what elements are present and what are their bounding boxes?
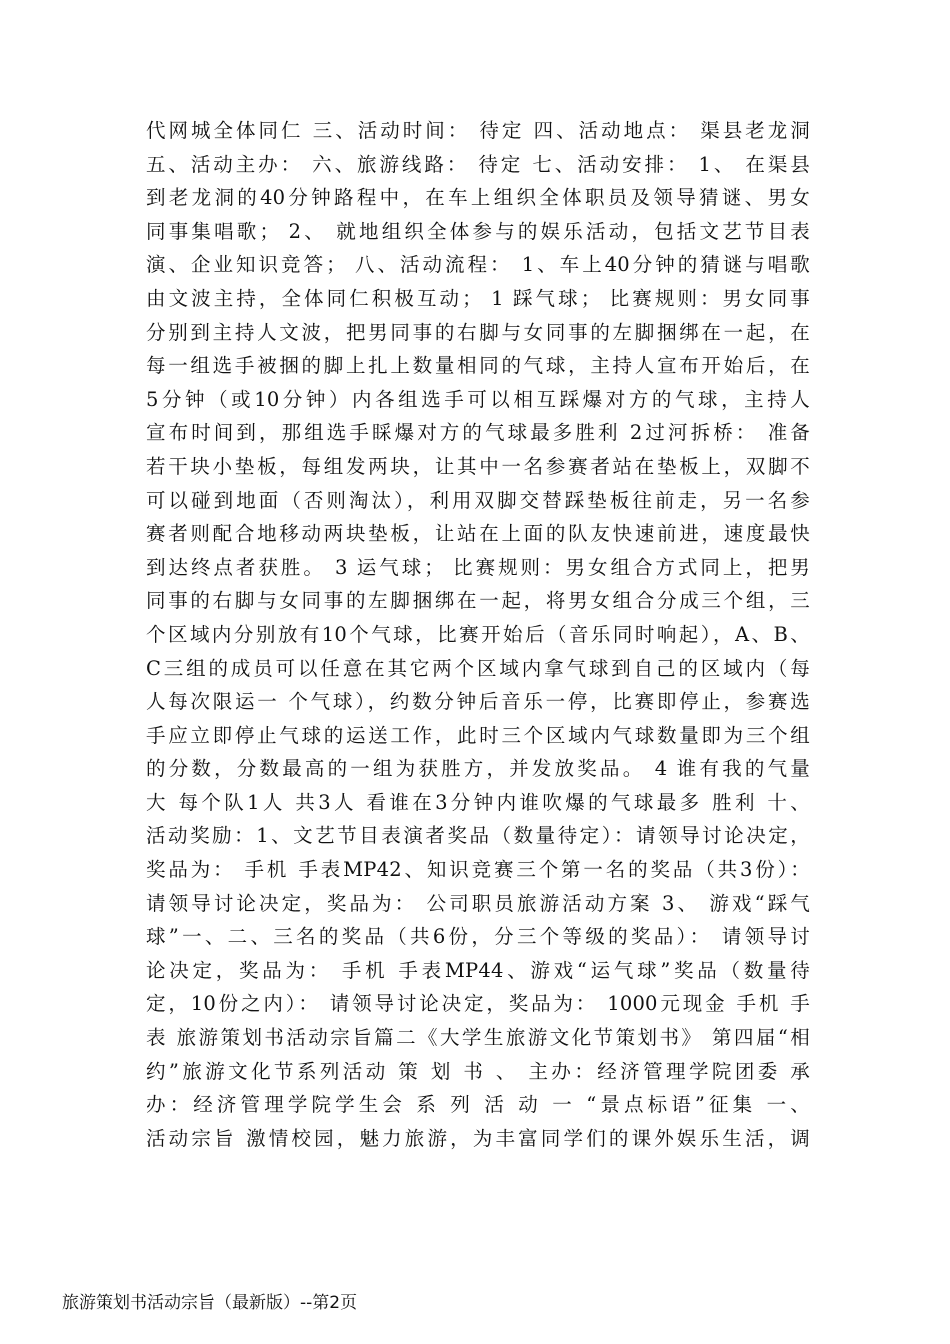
- text-line: 球”一、二、三名的奖品（共6份，分三个等级的奖品）： 请领导讨: [146, 925, 810, 949]
- text-line: 赛者则配合地移动两块垫板，让站在上面的队友快速前进，速度最快: [146, 522, 810, 546]
- text-line: 人每次限运一 个气球），约数分钟后音乐一停，比赛即停止，参赛选: [146, 690, 810, 714]
- text-line: 表 旅游策划书活动宗旨篇二《大学生旅游文化节策划书》 第四届“相: [146, 1026, 810, 1050]
- text-line: 演、企业知识竞答； 八、活动流程： 1、车上40分钟的猜谜与唱歌: [146, 253, 810, 277]
- text-line: 代网城全体同仁 三、活动时间： 待定 四、活动地点： 渠县老龙洞: [146, 119, 810, 142]
- text-line: 同事集唱歌； 2、 就地组织全体参与的娱乐活动，包括文艺节目表: [146, 219, 810, 243]
- text-line: 奖品为： 手机 手表MP42、知识竞赛三个第一名的奖品（共3份）：: [146, 858, 810, 882]
- text-line: 办：经济管理学院学生会 系 列 活 动 一 “景点标语”征集 一、: [146, 1093, 810, 1117]
- text-line: 分别到主持人文波，把男同事的右脚与女同事的左脚捆绑在一起，在: [146, 320, 810, 344]
- text-line: 大 每个队1人 共3人 看谁在3分钟内谁吹爆的气球最多 胜利 十、: [146, 790, 810, 814]
- page-footer: 旅游策划书活动宗旨（最新版）--第2页: [62, 1293, 358, 1313]
- document-body: [146, 114, 810, 1155]
- text-line: 论决定，奖品为： 手机 手表MP44、游戏“运气球”奖品（数量待: [146, 958, 810, 982]
- text-line: 手应立即停止气球的运送工作，此时三个区域内气球数量即为三个组: [146, 723, 810, 747]
- text-line: 个区域内分别放有10个气球，比赛开始后（音乐同时响起），A、B、: [146, 622, 810, 646]
- text-line: 若干块小垫板，每组发两块，让其中一名参赛者站在垫板上，双脚不: [146, 454, 810, 478]
- text-line: 活动奖励：1、文艺节目表演者奖品（数量待定）：请领导讨论决定，: [146, 824, 810, 848]
- text-line: 五、活动主办： 六、旅游线路： 待定 七、活动安排： 1、 在渠县: [146, 152, 810, 176]
- text-line: 请领导讨论决定，奖品为： 公司职员旅游活动方案 3、 游戏“踩气: [146, 891, 810, 915]
- text-line: 到达终点者获胜。 3 运气球； 比赛规则：男女组合方式同上，把男: [146, 555, 810, 579]
- text-line: 活动宗旨 激情校园，魅力旅游，为丰富同学们的课外娱乐生活，调: [146, 1126, 810, 1150]
- text-line: 定，10份之内）： 请领导讨论决定，奖品为： 1000元现金 手机 手: [146, 992, 810, 1016]
- text-line: 可以碰到地面（否则淘汰），利用双脚交替踩垫板往前走，另一名参: [146, 488, 810, 512]
- text-line: 同事的右脚与女同事的左脚捆绑在一起，将男女组合分成三个组，三: [146, 589, 810, 613]
- text-line: C三组的成员可以任意在其它两个区域内拿气球到自己的区域内（每: [146, 656, 810, 680]
- text-line: 到老龙洞的40分钟路程中，在车上组织全体职员及领导猜谜、男女: [146, 186, 810, 210]
- text-line: 5分钟（或10分钟）内各组选手可以相互踩爆对方的气球，主持人: [146, 387, 810, 411]
- text-line: 由文波主持，全体同仁积极互动； 1 踩气球； 比赛规则：男女同事: [146, 286, 810, 310]
- text-line: 的分数，分数最高的一组为获胜方，并发放奖品。 4 谁有我的气量: [146, 757, 810, 781]
- text-line: 约”旅游文化节系列活动 策 划 书 、 主办：经济管理学院团委 承: [146, 1059, 810, 1083]
- text-line: 宣布时间到，那组选手睬爆对方的气球最多胜利 2过河拆桥： 准备: [146, 421, 810, 445]
- text-line: 每一组选手被捆的脚上扎上数量相同的气球，主持人宣布开始后，在: [146, 354, 810, 378]
